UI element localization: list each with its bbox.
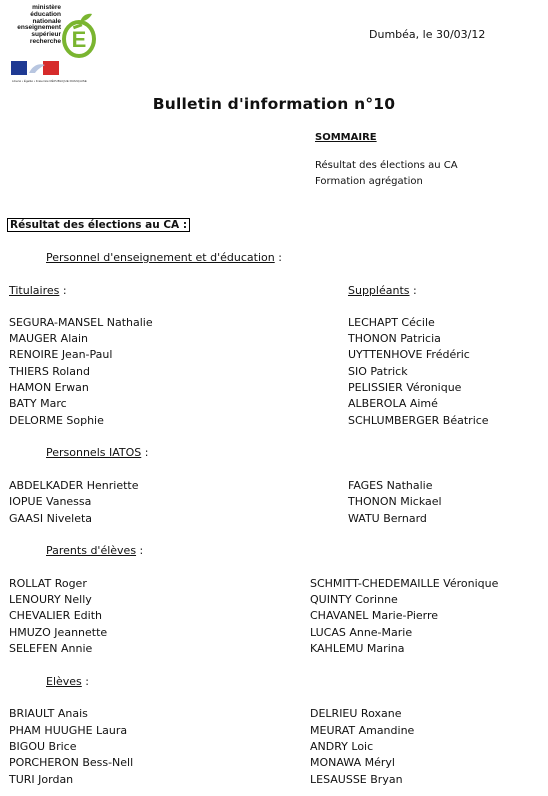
titulaire-name: BATY Marc [9,397,67,410]
suppleants-label: Suppléants [348,284,410,297]
suppleant-name: ALBEROLA Aimé [348,397,438,410]
titulaire-name: DELORME Sophie [9,414,104,427]
titulaire-name: ROLLAT Roger [9,577,87,590]
titulaire-name: IOPUE Vanessa [9,495,92,508]
group-heading-text: Personnels IATOS [46,446,142,459]
group-heading-personnel [46,251,282,264]
suppleant-name: PELISSIER Véronique [348,381,462,394]
titulaire-name: PHAM HUUGHE Laura [9,724,128,737]
sommaire-item: Formation agrégation [315,176,423,187]
suppleant-name: CHAVANEL Marie-Pierre [310,609,439,622]
suppleant-name: SCHLUMBERGER Béatrice [348,414,489,427]
logo-line: supérieur [31,31,61,39]
titulaire-name: LENOURY Nelly [9,593,92,606]
logo-line: recherche [29,37,61,45]
suppleant-name: ANDRY Loic [310,740,374,753]
ministry-e-logo-icon [62,11,98,59]
titulaire-name: HAMON Erwan [9,381,89,394]
suppleant-name: FAGES Nathalie [348,479,433,492]
titulaire-name: BIGOU Brice [9,740,77,753]
titulaires-heading [9,284,67,297]
titulaire-name: SEGURA-MANSEL Nathalie [9,316,153,329]
suppleant-name: MEURAT Amandine [310,724,415,737]
document-date: Dumbéa, le 30/03/12 [369,28,486,41]
suppleant-name: THONON Mickael [348,495,442,508]
sommaire-heading: SOMMAIRE [315,132,377,143]
suppleant-name: MONAWA Méryl [310,756,395,769]
logo-line: éducation [30,10,61,18]
suppleant-name: LUCAS Anne-Marie [310,626,413,639]
titulaires-label: Titulaires [9,284,60,297]
suppleant-name: SCHMITT-CHEDEMAILLE Véronique [310,577,499,590]
section-title: Résultat des élections au CA : [7,218,190,232]
titulaire-name: BRIAULT Anais [9,707,88,720]
logo-line: ministère [32,4,61,11]
group-heading-colon: : [81,675,89,688]
suppleant-name: DELRIEU Roxane [310,707,402,720]
group-heading-text: Parents d'élèves [46,544,137,557]
sommaire-item: Résultat des élections au CA [315,160,458,171]
group-heading-text: Elèves [46,675,82,688]
suppleant-name: LESAUSSE Bryan [310,773,403,786]
suppleant-name: UYTTENHOVE Frédéric [348,348,470,361]
logo-caption: Liberté • Égalité • Fraternité RÉPUBLIQUE FRANÇAISE [12,79,87,83]
group-heading-colon: : [274,251,282,264]
titulaire-name: PORCHERON Bess-Nell [9,756,134,769]
suppleants-colon: : [409,284,417,297]
suppleants-heading [348,284,417,297]
logo-line: enseignement [17,24,61,32]
suppleant-name: KAHLEMU Marina [310,642,405,655]
logo-line: nationale [32,17,61,25]
titulaires-colon: : [59,284,67,297]
suppleant-name: THONON Patricia [348,332,441,345]
titulaire-name: MAUGER Alain [9,332,89,345]
titulaire-name: TURI Jordan [9,773,74,786]
svg-text:E: E [71,27,87,52]
group-heading-text: Personnel d'enseignement et d'éducation [46,251,275,264]
group-heading-colon: : [141,446,149,459]
group-heading-eleves [46,675,89,688]
titulaire-name: GAASI Niveleta [9,512,93,525]
group-heading-parents [46,544,143,557]
titulaire-name: SELEFEN Annie [9,642,93,655]
suppleant-name: SIO Patrick [348,365,408,378]
titulaire-name: CHEVALIER Edith [9,609,102,622]
suppleant-name: LECHAPT Cécile [348,316,435,329]
titulaire-name: HMUZO Jeannette [9,626,108,639]
group-heading-iatos [46,446,148,459]
suppleant-name: WATU Bernard [348,512,427,525]
titulaire-name: RENOIRE Jean-Paul [9,348,113,361]
suppleant-name: QUINTY Corinne [310,593,398,606]
group-heading-colon: : [136,544,144,557]
page-title: Bulletin d'information n°10 [152,95,396,113]
titulaire-name: THIERS Roland [9,365,90,378]
republique-francaise-logo-icon [11,61,59,78]
titulaire-name: ABDELKADER Henriette [9,479,139,492]
logo-text [14,5,61,46]
